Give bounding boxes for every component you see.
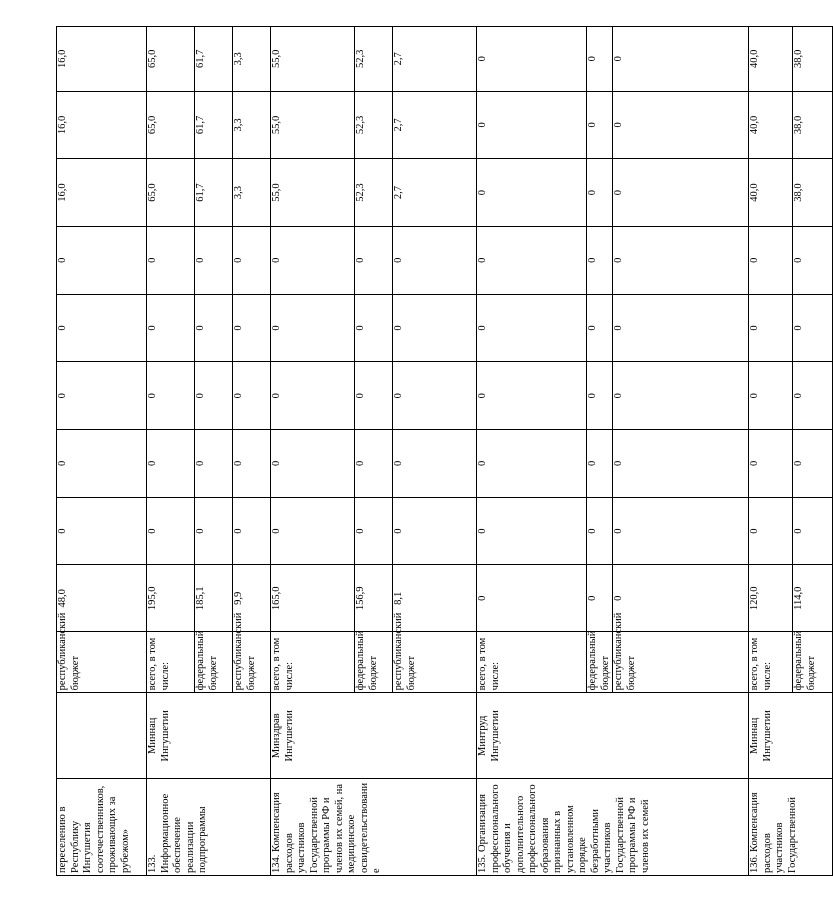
amount-cell: 0 xyxy=(233,362,271,430)
amount-cell: 0 xyxy=(477,159,587,227)
amount-cell: 0 xyxy=(393,430,477,498)
amount-cell: 65,0 xyxy=(147,91,195,159)
amount-cell: 0 xyxy=(477,497,587,565)
amount-cell: 0 xyxy=(393,362,477,430)
amount-cell: 0 xyxy=(613,226,749,294)
amount-cell: 0 xyxy=(587,159,613,227)
amount-cell: 165,0 xyxy=(271,565,355,632)
amount-cell: 3,3 xyxy=(233,159,271,227)
funding-source-cell: республиканский бюджет xyxy=(57,632,147,693)
amount-cell: 2,7 xyxy=(393,91,477,159)
amount-cell: 0 xyxy=(613,497,749,565)
amount-cell: 3,3 xyxy=(233,91,271,159)
amount-cell: 0 xyxy=(57,497,147,565)
amount-cell: 0 xyxy=(393,226,477,294)
amount-cell: 0 xyxy=(613,91,749,159)
amount-cell: 0 xyxy=(355,497,393,565)
amount-cell: 0 xyxy=(195,362,233,430)
measure-name-cell: переселению в Республику Ингушетия соотечественников, проживающих за рубежом» xyxy=(57,779,147,876)
amount-cell: 0 xyxy=(477,27,587,92)
table-row xyxy=(271,27,355,876)
amount-cell: 0 xyxy=(147,362,195,430)
amount-cell: 16,0 xyxy=(57,27,147,92)
amount-cell: 0 xyxy=(793,430,833,498)
amount-cell: 61,7 xyxy=(195,27,233,92)
amount-cell: 0 xyxy=(587,565,613,632)
funding-source-cell: всего, в том числе: xyxy=(147,632,195,693)
amount-cell: 114,0 xyxy=(793,565,833,632)
amount-cell: 0 xyxy=(613,159,749,227)
amount-cell: 38,0 xyxy=(793,27,833,92)
amount-cell: 3,3 xyxy=(233,27,271,92)
amount-cell: 0 xyxy=(749,497,793,565)
amount-cell: 2,7 xyxy=(393,159,477,227)
amount-cell: 48,0 xyxy=(57,565,147,632)
amount-cell: 0 xyxy=(147,430,195,498)
amount-cell: 0 xyxy=(587,294,613,362)
amount-cell: 55,0 xyxy=(271,159,355,227)
amount-cell: 0 xyxy=(233,294,271,362)
amount-cell: 0 xyxy=(355,362,393,430)
amount-cell: 38,0 xyxy=(793,91,833,159)
amount-cell: 16,0 xyxy=(57,159,147,227)
amount-cell: 0 xyxy=(477,362,587,430)
amount-cell: 0 xyxy=(613,294,749,362)
funding-source-cell: федеральный бюджет xyxy=(355,632,393,693)
amount-cell: 61,7 xyxy=(195,91,233,159)
amount-cell: 0 xyxy=(195,430,233,498)
amount-cell: 2,7 xyxy=(393,27,477,92)
amount-cell: 0 xyxy=(57,430,147,498)
amount-cell: 55,0 xyxy=(271,27,355,92)
amount-cell: 61,7 xyxy=(195,159,233,227)
amount-cell: 0 xyxy=(587,497,613,565)
amount-cell: 8,1 xyxy=(393,565,477,632)
amount-cell: 40,0 xyxy=(749,159,793,227)
amount-cell: 0 xyxy=(587,362,613,430)
executor-cell: Минздрав Ингушетии xyxy=(271,693,477,779)
table-row xyxy=(147,27,195,876)
amount-cell: 0 xyxy=(749,362,793,430)
funding-source-cell: всего, в том числе: xyxy=(749,632,793,693)
amount-cell: 0 xyxy=(147,497,195,565)
amount-cell: 0 xyxy=(587,91,613,159)
amount-cell: 52,3 xyxy=(355,91,393,159)
amount-cell: 0 xyxy=(749,430,793,498)
amount-cell: 0 xyxy=(477,565,587,632)
executor-cell xyxy=(57,693,147,779)
amount-cell: 0 xyxy=(613,430,749,498)
amount-cell: 0 xyxy=(749,294,793,362)
table-row xyxy=(57,27,147,876)
amount-cell: 0 xyxy=(233,497,271,565)
table-body xyxy=(57,27,833,876)
amount-cell: 0 xyxy=(587,27,613,92)
amount-cell: 0 xyxy=(587,226,613,294)
amount-cell: 0 xyxy=(147,226,195,294)
amount-cell: 0 xyxy=(477,294,587,362)
amount-cell: 0 xyxy=(355,430,393,498)
amount-cell: 0 xyxy=(793,294,833,362)
amount-cell: 40,0 xyxy=(749,27,793,92)
amount-cell: 120,0 xyxy=(749,565,793,632)
funding-source-cell: федеральный бюджет xyxy=(587,632,613,693)
amount-cell: 0 xyxy=(355,294,393,362)
amount-cell: 0 xyxy=(233,430,271,498)
amount-cell: 0 xyxy=(587,430,613,498)
funding-source-cell: республиканский бюджет xyxy=(233,632,271,693)
amount-cell: 0 xyxy=(477,91,587,159)
funding-source-cell: всего, в том числе: xyxy=(271,632,355,693)
amount-cell: 65,0 xyxy=(147,27,195,92)
amount-cell: 55,0 xyxy=(271,91,355,159)
amount-cell: 0 xyxy=(793,362,833,430)
amount-cell: 195,0 xyxy=(147,565,195,632)
amount-cell: 0 xyxy=(271,294,355,362)
amount-cell: 0 xyxy=(195,226,233,294)
amount-cell: 0 xyxy=(793,497,833,565)
funding-source-cell: республиканский бюджет xyxy=(613,632,749,693)
amount-cell: 0 xyxy=(57,294,147,362)
amount-cell: 52,3 xyxy=(355,159,393,227)
amount-cell: 0 xyxy=(195,497,233,565)
amount-cell: 0 xyxy=(393,497,477,565)
amount-cell: 0 xyxy=(477,226,587,294)
amount-cell: 0 xyxy=(613,362,749,430)
measure-name-cell: 134. Компенсация расходов участников Государственной программы РФ и членов их семей, на медицинское освидетельствовани е xyxy=(271,779,477,876)
measure-name-cell: 133. Информационное обеспечение реализации подпрограммы xyxy=(147,779,271,876)
amount-cell: 0 xyxy=(613,27,749,92)
funding-source-cell: федеральный бюджет xyxy=(195,632,233,693)
measure-name-cell: 135. Организация профессионального обучения и дополнительного профессионального образования признанных в установленном порядке безработными участников Государственной программы РФ и членов их семей xyxy=(477,779,749,876)
amount-cell: 0 xyxy=(613,565,749,632)
amount-cell: 40,0 xyxy=(749,91,793,159)
executor-cell: Минтруд Ингушетии xyxy=(477,693,749,779)
amount-cell: 0 xyxy=(57,226,147,294)
amount-cell: 9,9 xyxy=(233,565,271,632)
budget-table xyxy=(56,26,833,876)
amount-cell: 65,0 xyxy=(147,159,195,227)
table-row xyxy=(477,27,587,876)
amount-cell: 0 xyxy=(271,497,355,565)
amount-cell: 38,0 xyxy=(793,159,833,227)
amount-cell: 0 xyxy=(195,294,233,362)
funding-source-cell: республиканский бюджет xyxy=(393,632,477,693)
executor-cell: Миннац Ингушетии xyxy=(749,693,833,779)
amount-cell: 0 xyxy=(749,226,793,294)
amount-cell: 0 xyxy=(393,294,477,362)
measure-name-cell: 136. Компенсация расходов участников Государственной xyxy=(749,779,833,876)
amount-cell: 0 xyxy=(477,430,587,498)
amount-cell: 52,3 xyxy=(355,27,393,92)
amount-cell: 0 xyxy=(271,430,355,498)
amount-cell: 0 xyxy=(793,226,833,294)
rotated-table-container xyxy=(56,26,817,876)
amount-cell: 0 xyxy=(271,226,355,294)
amount-cell: 156,9 xyxy=(355,565,393,632)
amount-cell: 0 xyxy=(271,362,355,430)
funding-source-cell: федеральный бюджет xyxy=(793,632,833,693)
amount-cell: 0 xyxy=(233,226,271,294)
amount-cell: 16,0 xyxy=(57,91,147,159)
amount-cell: 185,1 xyxy=(195,565,233,632)
amount-cell: 0 xyxy=(57,362,147,430)
amount-cell: 0 xyxy=(355,226,393,294)
executor-cell: Миннац Ингушетии xyxy=(147,693,271,779)
funding-source-cell: всего, в том числе: xyxy=(477,632,587,693)
amount-cell: 0 xyxy=(147,294,195,362)
table-row xyxy=(749,27,793,876)
